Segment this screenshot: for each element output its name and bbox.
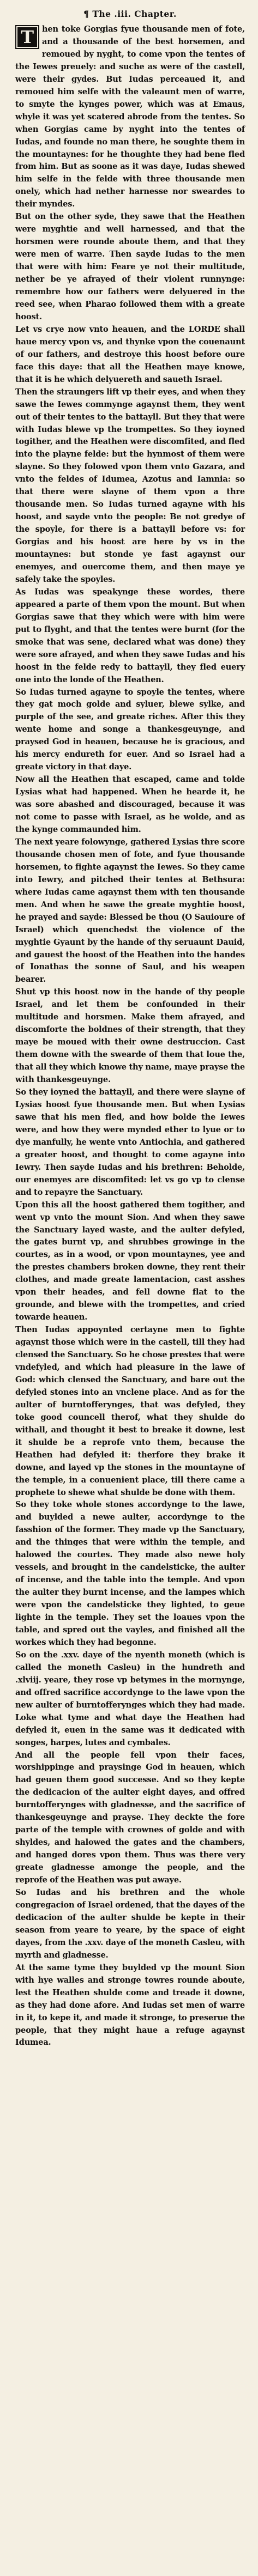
body-paragraph: Let vs crye now vnto heauen, and the LORDE shall haue mercy vpon vs, and thynke vpon the couenaunt of our fathers, and destroye this hoost before oure face this daye: that all the Heathen maye knowe, that it is he which delyuereth and saueth Israel. xyxy=(15,324,245,384)
body-paragraph: Then the straungers lift vp their eyes, and when they sawe the Iewes commynge agaynst them, they went out of their tentes to the battayll. But they that were with Iudas blewe vp the trompettes. So they ioyned togither, and the Heathen were discomfited, and fled into the playne felde: but the hynmost of them were slayne. So they folowed vpon them vnto Gazara, and vnto the feldes of Idumea, Azotus and Iamnia: so that there were slayne of them vpon a thre thousande men. So Iudas turned agayne with his hoost, and sayde vnto the people: Be not gredye of the spoyle, for there is a battayll before vs: for Gorgias and his hoost are here by vs in the mountaynes: but stonde ye fast agaynst our enemyes, and ouercome them, and then maye ye safely take the spoyles. xyxy=(15,387,245,584)
body-paragraph: So Iudas turned agayne to spoyle the tentes, where they gat moch golde and syluer, blewe sylke, and purple of the see, and greate riches. After this they wente home and songe a thankesgeuynge, and praysed God in heauen, because he is gracious, and his mercy endureth for euer. And so Israel had a greate victory in that daye. xyxy=(15,687,245,772)
opening-paragraph: T hen toke Gorgias fyue thousande men of fote, and a thousande of the best horsemen, and remoued by nyght, to come vpon the tentes of the Iewes preuely: and suche as were of the castell, were their gydes. But Iudas perceaued it, and remoued him selfe with the valeaunt men of warre, to smyte the kynges power, which was at Emaus, whyle it was yet scatered abrode from the tentes. So when Gorgias came by nyght into the tentes of Iudas, and founde no man there, he soughte them in the mountaynes: for he thoughte they had bene fled from him. But as soone as it was daye, Iudas shewed him selfe in the felde with three thousande men onely, which had nether harnesse nor sweardes to their myndes. xyxy=(15,25,245,209)
body-paragraph: And all the people fell vpon their faces, worshippinge and praysinge God in heauen, which had geuen them good successe. And so they kepte the dedicacion of the aulter eight dayes, and offred burntofferynges with gladnesse, and the sacrifice of thankesgeuynge and prayse. They deckte the fore parte of the temple with crownes of golde and with shyldes, and halowed the gates and the chambers, and hanged dores vpon them. Thus was there very greate gladnesse amonge the people, and the reprofe of the Heathen was put awaye. xyxy=(15,1750,245,1885)
body-paragraph: So on the .xxv. daye of the nyenth moneth (which is called the moneth Casleu) in the hundreth and .xlviij. yeare, they rose vp betymes in the mornynge, and offred sacrifice accordynge to the lawe vpon the new aulter of burntofferynges which they had made. Loke what tyme and what daye the Heathen had defyled it, euen in the same was it dedicated with songes, harpes, lutes and cymbales. xyxy=(15,1650,245,1747)
body-paragraph: Now all the Heathen that escaped, came and tolde Lysias what had happened. When he hearde it, he was sore abashed and discouraged, because it was not come to passe with Israel, as he wolde, and as the kynge commaunded him. xyxy=(15,775,245,834)
chapter-heading: ¶ The .iii. Chapter. xyxy=(83,9,177,19)
body-paragraph: Upon this all the hoost gathered them togither, and went vp vnto the mount Sion. And when they sawe the Sanctuary layed waste, and the aulter defyled, the gates burnt vp, and shrubbes growinge in the courtes, as in a wood, or vpon mountaynes, yee and the prestes chambers broken downe, they rent their clothes, and made greate lamentacion, cast asshes vpon their heades, and fell downe flat to the grounde, and blewe with the trompettes, and cried towarde heauen. xyxy=(15,1200,245,1322)
body-paragraph: But on the other syde, they sawe that the Heathen were myghtie and well harnessed, and that the horsmen were rounde aboute them, and that they were men of warre. Then sayde Iudas to the men that were with him: Feare ye not their multitude, nether be ye afrayed of their violent runnynge: remembre how our fathers were delyuered in the reed see, when Pharao followed them with a greate hoost. xyxy=(15,212,245,321)
body-paragraph: At the same tyme they buylded vp the mount Sion with hye walles and stronge towres rounde aboute, lest the Heathen shulde come and treade it downe, as they had done afore. And Iudas set men of warre in it, to kepe it, and made it stronge, to preserue the people, that they might haue a refuge agaynst Idumea. xyxy=(15,1963,245,2048)
body-paragraph: So they toke whole stones accordynge to the lawe, and buylded a newe aulter, accordynge to the fasshion of the former. They made vp the Sanctuary, and the thinges that were within the temple, and halowed the courtes. They made also newe holy vessels, and brought in the candelsticke, the aulter of incense, and the table into the temple. And vpon the aulter they burnt incense, and the lampes which were vpon the candelsticke they lighted, to geue lighte in the temple. They set the loaues vpon the table, and spred out the vayles, and finished all the workes which they had begonne. xyxy=(15,1500,245,1647)
body-paragraph: So they ioyned the battayll, and there were slayne of Lysias hoost fyue thousande men. But when Lysias sawe that his men fled, and how bolde the Iewes were, and how they were mynded ether to lyue or to dye manfully, he wente vnto Antiochia, and gathered a greater hoost, and thought to come agayne into Iewry. Then sayde Iudas and his brethren: Beholde, our enemyes are discomfited: let vs go vp to clense and to repayre the Sanctuary. xyxy=(15,1087,245,1197)
chapter-body xyxy=(15,23,245,2049)
body-paragraph: Then Iudas appoynted certayne men to fighte agaynst those which were in the castell, till they had clensed the Sanctuary. So he chose prestes that were vndefyled, and which had pleasure in the lawe of God: which clensed the Sanctuary, and bare out the defyled stones into an vnclene place. And as for the aulter of burntofferynges, that was defyled, they toke good councell therof, what they shulde do withall, and thought it best to breake it downe, lest it shulde be a reprofe vnto them, because the Heathen had defyled it: therfore they brake it downe, and layed vp the stones in the mountayne of the temple, in a conuenient place, till there came a prophete to shewe what shulde be done with them. xyxy=(15,1325,245,1497)
body-paragraph: Shut vp this hoost now in the hande of thy people Israel, and let them be confounded in their multitude and horsmen. Make them afrayed, and discomforte the boldnes of their strength, that they maye be moued with their owne destruccion. Cast them downe with the swearde of them that loue the, that all they which knowe thy name, maye prayse the with thankesgeuynge. xyxy=(15,987,245,1085)
body-paragraph: So Iudas and his brethren and the whole congregacion of Israel ordened, that the dayes of the dedicacion of the aulter shulde be kepte in their season from yeare to yeare, by the space of eight dayes, from the .xxv. daye of the moneth Casleu, with myrth and gladnesse. xyxy=(15,1888,245,1960)
drop-cap: T xyxy=(15,25,39,49)
body-paragraph: As Iudas was speakynge these wordes, there appeared a parte of them vpon the mount. But when Gorgias sawe that they which were with him were put to flyght, and that the tentes were burnt (for the smoke that was sene, declared what was done) they were sore afrayed, and when they sawe Iudas and his hoost in the felde redy to battayll, they fled euery one into the londe of the Heathen. xyxy=(15,587,245,684)
body-paragraph: The next yeare folowynge, gathered Lysias thre score thousande chosen men of fote, and fyue thousande horsemen, to fighte agaynst the Iewes. So they came into Iewry, and pitched their tentes at Bethsura: where Iudas came agaynst them with ten thousande men. And when he sawe the greate myghtie hoost, he prayed and sayde: Blessed be thou (O Sauioure of Israel) which quenchedst the violence of the myghtie Gyaunt by the hande of thy seruaunt Dauid, and gauest the hoost of the Heathen into the handes of Ionathas the sonne of Saul, and his weapen bearer. xyxy=(15,837,245,985)
